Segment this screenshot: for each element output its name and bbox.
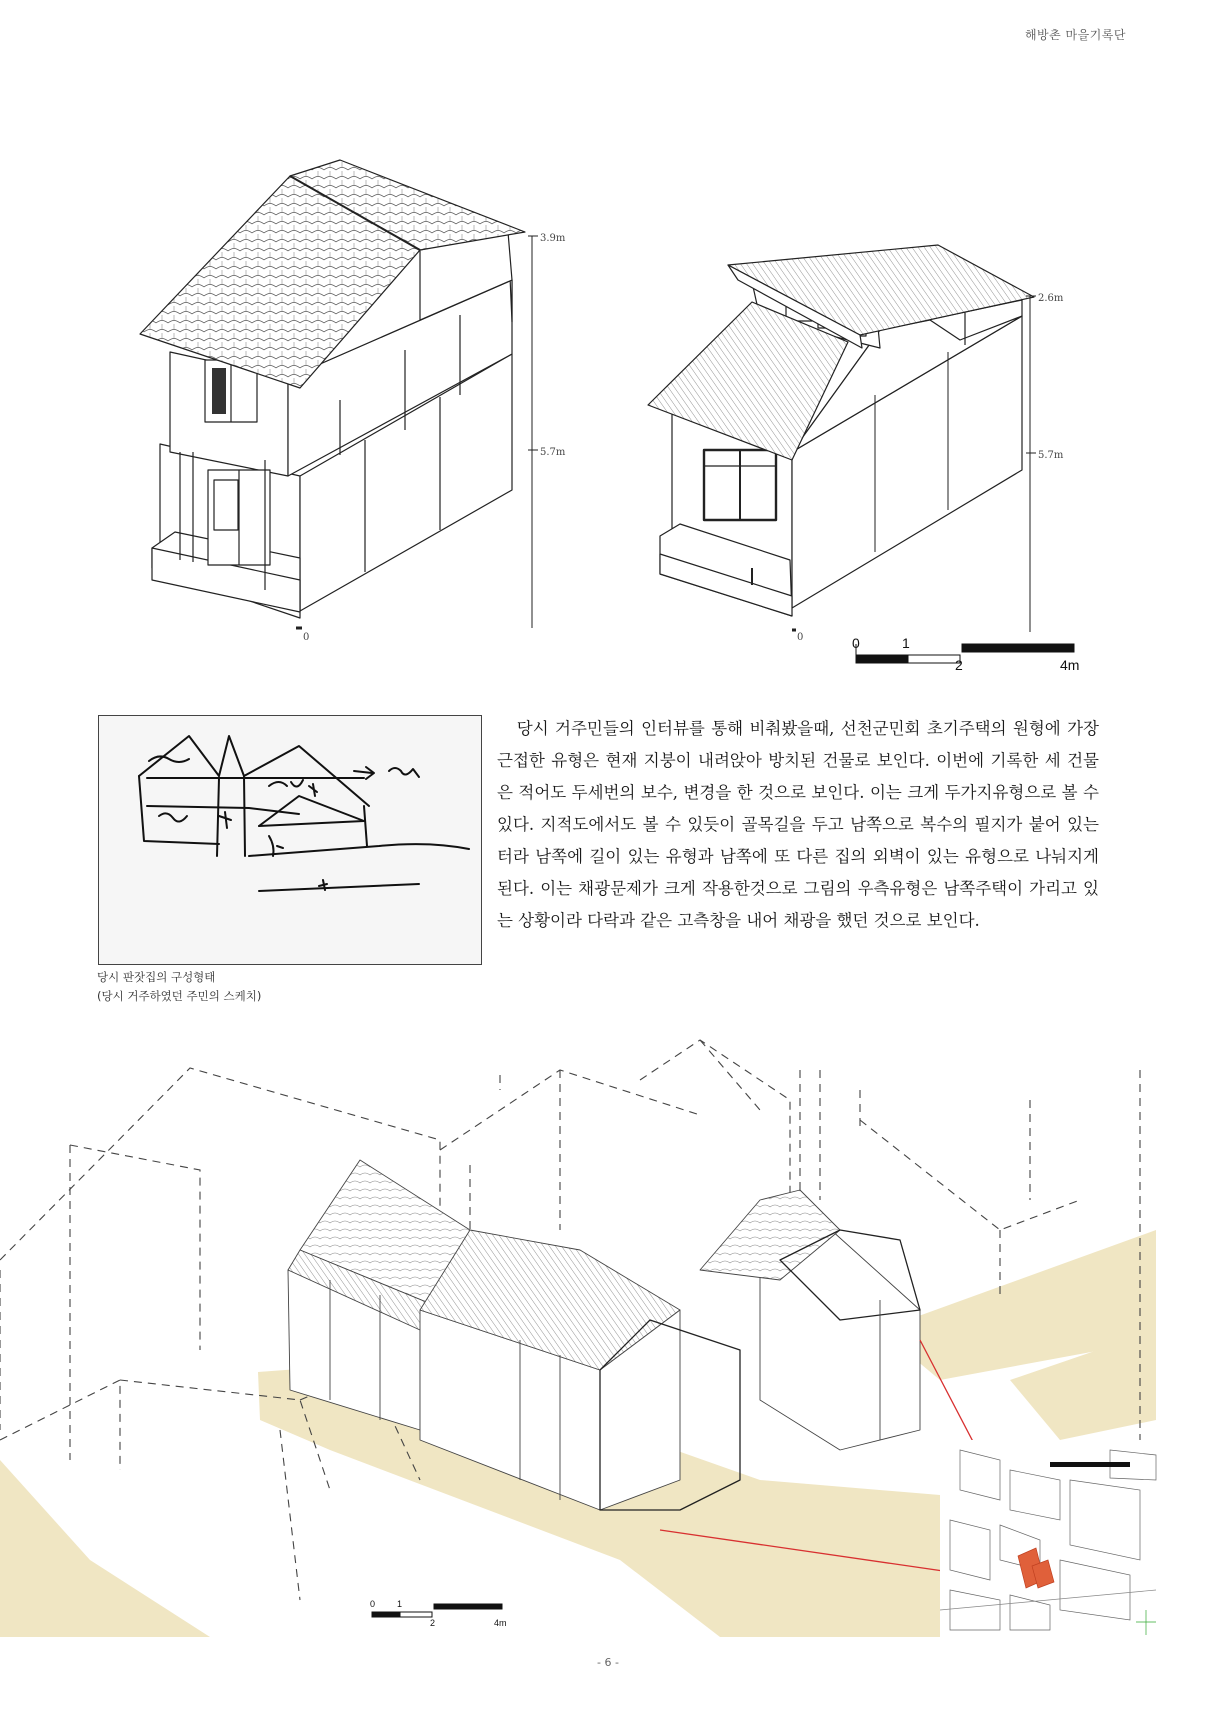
right-dim-top: 2.6m (1038, 293, 1064, 304)
bottom-scale-label-1: 1 (397, 1599, 403, 1609)
top-scale-bar (856, 644, 1074, 663)
left-dim-top: 3.9m (540, 233, 566, 244)
scale-label-4m: 4m (1060, 657, 1080, 673)
right-house-drawing (648, 245, 1034, 616)
page-number: - 6 - (597, 1656, 619, 1669)
site-axonometric (0, 1040, 1156, 1637)
bottom-scale-label-0: 0 (370, 1599, 376, 1609)
left-dim-mid: 5.7m (540, 447, 566, 458)
scale-label-1: 1 (902, 635, 910, 651)
body-text (497, 713, 1099, 937)
resident-sketch (98, 715, 482, 965)
caption-line-2: (당시 거주하였던 주민의 스케치) (97, 989, 262, 1003)
right-dim-base: 0 (797, 632, 804, 643)
scale-label-0: 0 (852, 635, 860, 651)
header-title: 해방촌 마을기록단 (1024, 28, 1126, 42)
left-house-drawing (140, 160, 525, 618)
bottom-scale-label-2: 2 (430, 1618, 436, 1628)
caption-line-1: 당시 판잣집의 구성형태 (97, 970, 216, 984)
bottom-scale-bar (372, 1604, 502, 1617)
sketch-caption (97, 968, 261, 1006)
body-paragraph: 당시 거주민들의 인터뷰를 통해 비춰봤을때, 선천군민회 초기주택의 원형에 가장 근접한 유형은 현재 지붕이 내려앉아 방치된 건물로 보인다. 이번에 기록한 세 건물은 적어도 두세번의 보수, 변경을 한 것으로 보인다. 이는 크게 두가지유형으로 볼 수 있다. 지적도에서도 볼 수 있듯이 골목길을 두고 남쪽으로 복수의 필지가 붙어 있는터라 남쪽에 길이 있는 유형과 남쪽에 또 다른 집의 외벽이 있는 유형으로 나눠지게 된다. 이는 채광문제가 크게 작용한것으로 그림의 우측유형은 남쪽주택이 가리고 있는 상황이라 다락과 같은 고측창을 내어 채광을 했던 것으로 보인다. (497, 719, 1099, 930)
hand-sketch-drawing (99, 716, 481, 964)
right-dim-mid: 5.7m (1038, 450, 1064, 461)
site-map-inset (940, 1440, 1156, 1637)
left-dim-base: 0 (303, 632, 310, 643)
scale-label-2: 2 (955, 657, 963, 673)
bottom-scale-label-4m: 4m (494, 1618, 507, 1628)
